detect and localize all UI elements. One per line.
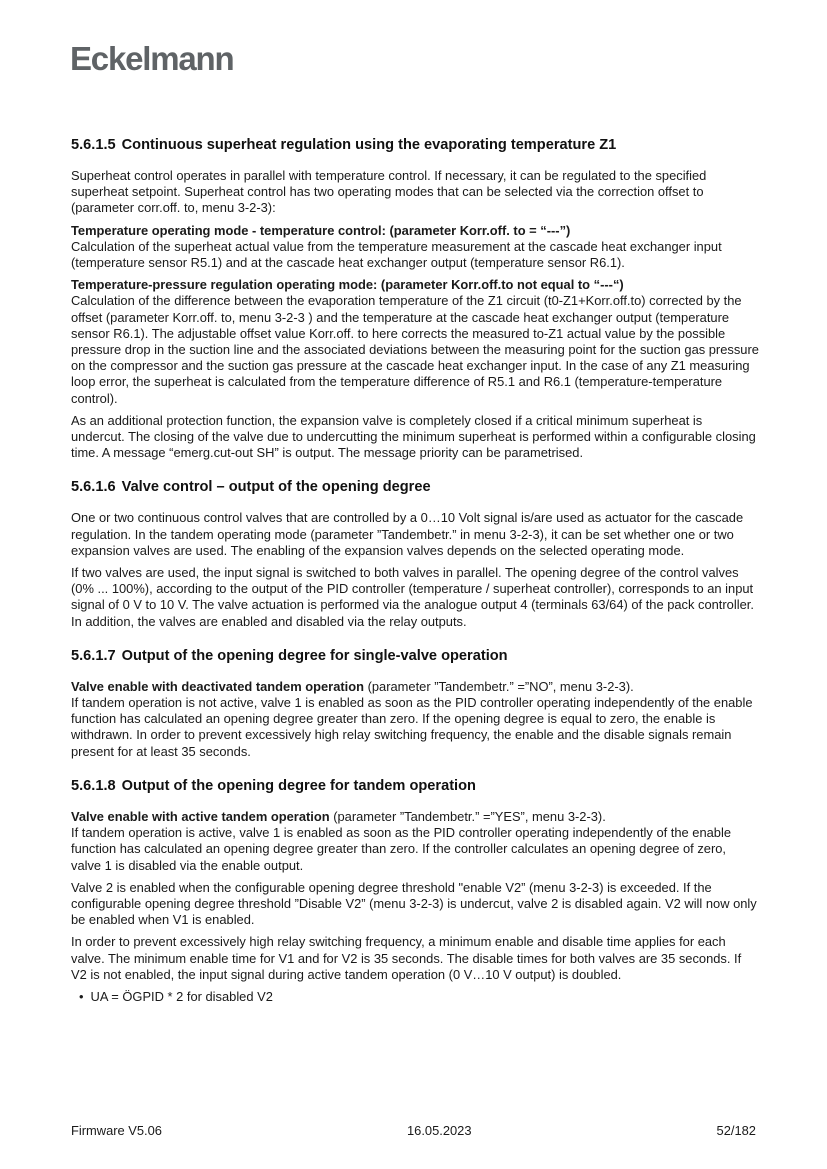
paragraph: Valve enable with active tandem operation (parameter ”Tandembetr.” =”YES”, menu 3-2-3). If tandem operation is active, valve 1 is enabled as soon as the PID controller operating independently of the enable function has calculated an opening degree greater than zero. If the controller calculates an opening degree of zero, valve 1 is disabled via the enable output. [71, 808, 731, 873]
page-content [71, 136, 759, 1022]
paragraph: Temperature operating mode - temperature control: (parameter Korr.off. to = “---”) Calculation of the superheat actual value from the temperature measurement at the cascade heat exchanger input (temperature sensor R5.1) and at the cascade heat exchanger output (temperature sensor R6.1). [71, 222, 722, 271]
paragraph: As an additional protection function, the expansion valve is completely closed if a critical minimum superheat is undercut. The closing of the valve due to undercutting the minimum superheat is performed within a configurable closing time. A message “emerg.cut-out SH” is output. The message priority can be parametrised. [71, 412, 756, 461]
paragraph: Temperature-pressure regulation operating mode: (parameter Korr.off.to not equal to “---“) Calculation of the difference between the evaporation temperature of the Z1 circuit (t0-Z1+Korr.off.to) corrected by the offset (parameter Korr.off. to, menu 3-2-3 ) and the temperature at the cascade heat exchanger output (temperature sensor R6.1). The adjustable offset value Korr.off. to here corrects the measured to-Z1 actual value by the possible pressure drop in the suction line and the associated deviations between the measuring point for the suction gas pressure on the compressor and the suction gas pressure at the cascade heat exchanger input. In the case of any Z1 measuring loop error, the superheat is calculated from the temperature difference of R5.1 and R6.1 (temperature-temperature control). [71, 277, 759, 406]
paragraph: In order to prevent excessively high relay switching frequency, a minimum enable and disable time applies for each valve. The minimum enable time for V1 and for V2 is 35 seconds. The disable times for both valves are 35 seconds. If V2 is not enabled, the input signal during active tandem operation (0 V…10 V output) is doubled. [71, 934, 742, 982]
document-date: 16.05.2023 [407, 1123, 472, 1138]
paragraph: Superheat control operates in parallel with temperature control. If necessary, it can be regulated to the specified superheat setpoint. Superheat control has two operating modes that can be selected via the correction offset to (parameter corr.off. to, menu 3-2-3): [71, 168, 707, 216]
section-heading: 5.6.1.5 Continuous superheat regulation using the evaporating temperature Z1 [71, 137, 617, 153]
paragraph: Valve enable with deactivated tandem operation (parameter ”Tandembetr.” =”NO”, menu 3-2-3). If tandem operation is not active, valve 1 is enabled as soon as the PID controller operating independently of the enable function has calculated an opening degree greater than zero. If the opening degree is equal to zero, the enable is withdrawn. In order to prevent excessively high relay switching frequency, the enable and the disable signals remain present for at least 35 seconds. [71, 678, 753, 759]
page-number: 52/182 [716, 1123, 756, 1138]
page-footer [71, 1123, 756, 1138]
paragraph: Valve 2 is enabled when the configurable opening degree threshold "enable V2” (menu 3-2-3) is exceeded. If the configurable opening degree threshold ”Disable V2” (menu 3-2-3) is undercut, valve 2 is disabled again. V2 will now only be enabled when V1 is enabled. [71, 879, 757, 928]
list-item: • UA = ÖGPID * 2 for disabled V2 [79, 989, 759, 1005]
paragraph: One or two continuous control valves that are controlled by a 0…10 Volt signal is/are used as actuator for the cascade regulation. In the tandem operating mode (parameter ”Tandembetr.” in menu 3-2-3), it can be set whether one or two expansion valves are used. The enabling of the expansion valves depends on the selected operating mode. [71, 510, 744, 558]
section-heading: 5.6.1.7 Output of the opening degree for single-valve operation [71, 647, 508, 664]
bullet-list [71, 989, 759, 1005]
section-5-6-1-6 [71, 478, 759, 629]
section-5-6-1-7 [71, 647, 759, 760]
section-5-6-1-8 [71, 777, 759, 1005]
firmware-version: Firmware V5.06 [71, 1123, 162, 1138]
paragraph: If two valves are used, the input signal is switched to both valves in parallel. The opening degree of the control valves (0% ... 100%), according to the output of the PID controller (temperature / superheat controller), corresponds to an input signal of 0 V to 10 V. The valve actuation is performed via the analogue output 4 (terminals 63/64) of the pack controller. In addition, the valves are enabled and disabled via the relay outputs. [71, 565, 754, 629]
section-heading: 5.6.1.6 Valve control – output of the opening degree [71, 479, 431, 496]
section-5-6-1-5 [71, 136, 759, 461]
section-heading: 5.6.1.8 Output of the opening degree for tandem operation [71, 777, 476, 794]
eckelmann-logo: Eckelmann [70, 40, 234, 77]
